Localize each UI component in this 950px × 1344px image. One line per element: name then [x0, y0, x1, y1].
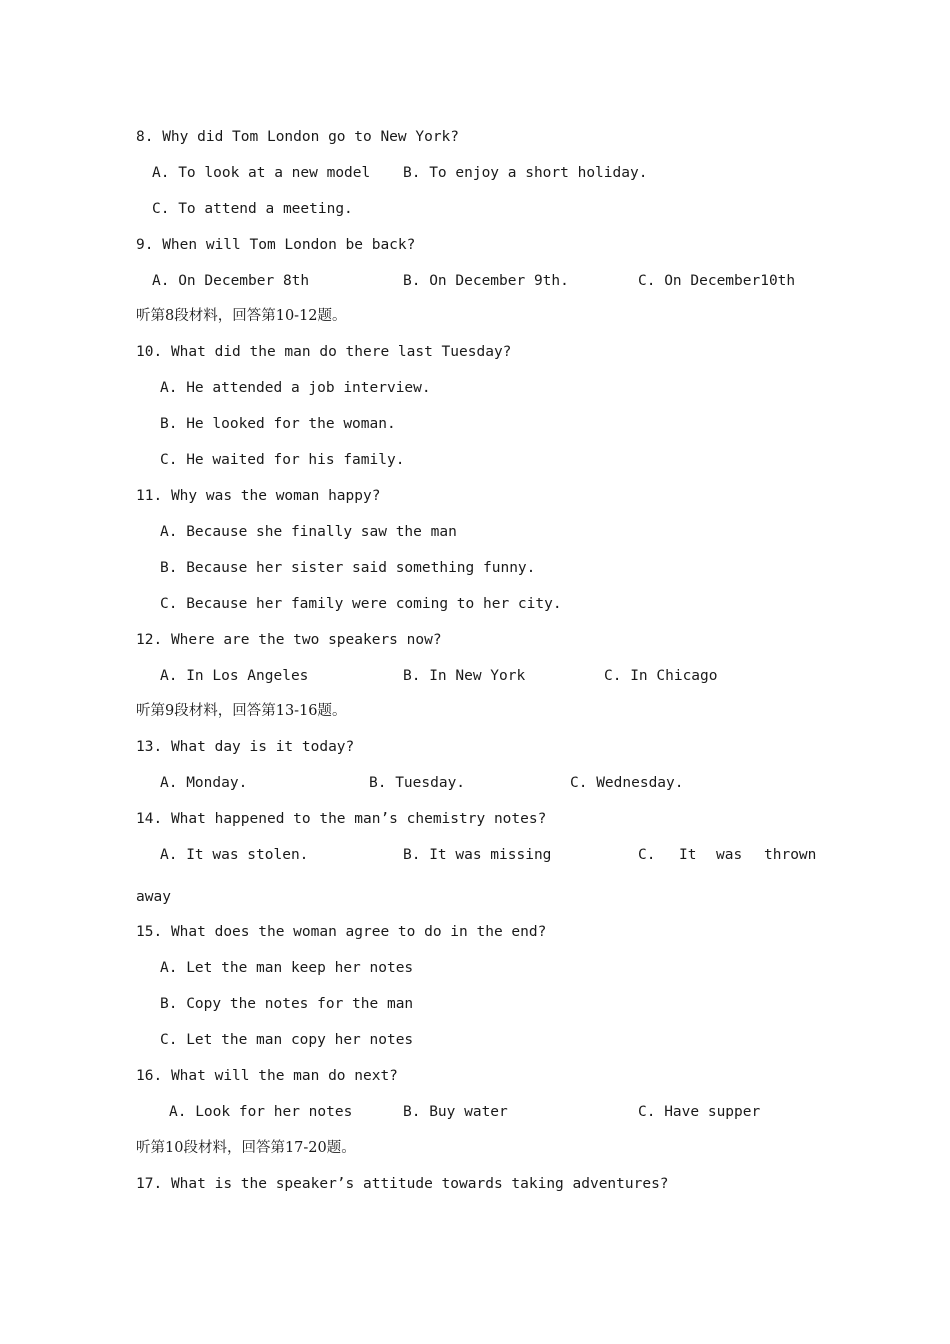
question-13	[136, 737, 354, 757]
option-13a: A. Monday.	[160, 775, 248, 791]
option-13b: B. Tuesday.	[369, 775, 466, 791]
question-stem: Where are the two speakers now?	[170, 632, 442, 648]
option-11a: A. Because she finally saw the man	[160, 524, 457, 540]
option-16b: B. Buy water	[403, 1104, 508, 1120]
question-number: 13.	[136, 739, 163, 755]
option-15a: A. Let the man keep her notes	[160, 960, 414, 976]
question-number: 8.	[136, 129, 154, 145]
option-10b: B. He looked for the woman.	[160, 416, 396, 432]
question-12	[136, 630, 442, 650]
option-14a: A. It was stolen.	[160, 847, 309, 863]
question-8	[136, 127, 459, 147]
section-heading-9: 听第9段材料，回答第13-16题。	[136, 703, 347, 719]
option-9c: C. On December10th	[638, 273, 796, 289]
question-14	[136, 809, 546, 829]
question-number: 11.	[136, 488, 163, 504]
option-9b: B. On December 9th.	[403, 273, 569, 289]
option-15c: C. Let the man copy her notes	[160, 1032, 414, 1048]
option-14c-word: away	[136, 889, 171, 905]
option-10a: A. He attended a job interview.	[160, 380, 431, 396]
question-stem: When will Tom London be back?	[162, 237, 416, 253]
option-14c-letter: C.	[638, 847, 656, 863]
question-10	[136, 342, 511, 362]
option-10c: C. He waited for his family.	[160, 452, 405, 468]
question-stem: What will the man do next?	[170, 1068, 398, 1084]
question-stem: Why did Tom London go to New York?	[162, 129, 460, 145]
option-14c-word: It	[679, 847, 697, 863]
option-12b: B. In New York	[403, 668, 526, 684]
question-number: 10.	[136, 344, 163, 360]
section-heading-8: 听第8段材料，回答第10-12题。	[136, 308, 347, 324]
option-16c: C. Have supper	[638, 1104, 761, 1120]
question-17	[136, 1174, 669, 1194]
section-heading-10: 听第10段材料，回答第17-20题。	[136, 1140, 356, 1156]
option-8c: C. To attend a meeting.	[152, 201, 353, 217]
option-11b: B. Because her sister said something funny.	[160, 560, 536, 576]
option-8a: A. To look at a new model	[152, 165, 371, 181]
option-15b: B. Copy the notes for the man	[160, 996, 414, 1012]
question-stem: What day is it today?	[170, 739, 355, 755]
option-12a: A. In Los Angeles	[160, 668, 309, 684]
question-11	[136, 486, 380, 506]
question-number: 14.	[136, 811, 163, 827]
question-stem: What happened to the man’s chemistry notes?	[170, 811, 547, 827]
option-16a: A. Look for her notes	[169, 1104, 353, 1120]
option-13c: C. Wednesday.	[570, 775, 684, 791]
question-stem: What does the woman agree to do in the end?	[170, 924, 547, 940]
question-number: 9.	[136, 237, 154, 253]
question-9	[136, 235, 415, 255]
question-number: 15.	[136, 924, 163, 940]
question-number: 17.	[136, 1176, 163, 1192]
option-11c: C. Because her family were coming to her city.	[160, 596, 562, 612]
option-8b: B. To enjoy a short holiday.	[403, 165, 648, 181]
question-number: 12.	[136, 632, 163, 648]
option-14b: B. It was missing	[403, 847, 552, 863]
question-number: 16.	[136, 1068, 163, 1084]
question-stem: Why was the woman happy?	[170, 488, 381, 504]
question-stem: What is the speaker’s attitude towards taking adventures?	[170, 1176, 669, 1192]
option-14c-word: thrown	[764, 847, 817, 863]
question-15	[136, 922, 546, 942]
option-12c: C. In Chicago	[604, 668, 718, 684]
option-9a: A. On December 8th	[152, 273, 310, 289]
question-stem: What did the man do there last Tuesday?	[170, 344, 512, 360]
question-16	[136, 1066, 398, 1086]
option-14c-word: was	[716, 847, 743, 863]
